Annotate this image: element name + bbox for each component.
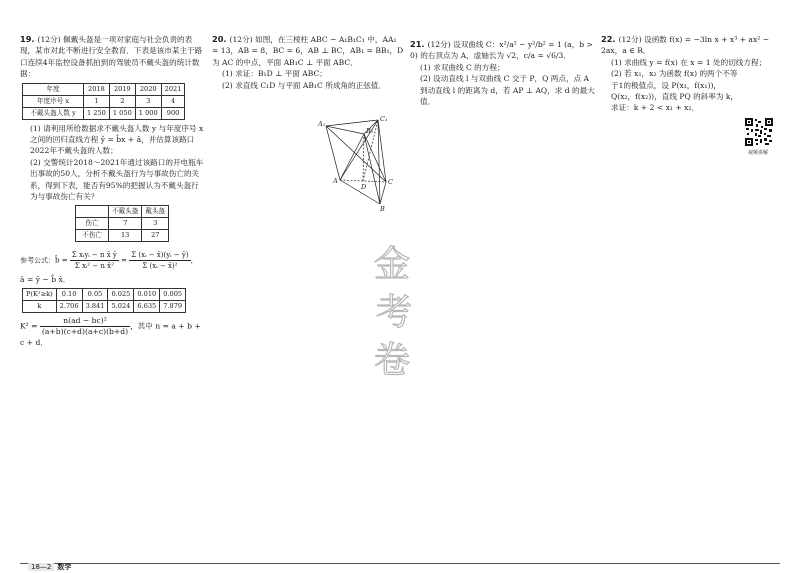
ref-label: 参考公式： (20, 256, 55, 265)
q22-stem-text: (12分) 设函数 f(x) = −3ln x + x³ + ax² − 2ax，a ∈ R． (601, 35, 770, 56)
table-cell: 1 (84, 95, 110, 107)
q19-data-table (22, 83, 185, 120)
equals-sign: = (121, 256, 127, 265)
q22-stem (601, 33, 781, 57)
table-row (23, 83, 185, 95)
table-cell: P(K²≥k) (23, 288, 57, 300)
table-row (23, 288, 186, 300)
numerator: Σ (xᵢ − x̄)(yᵢ − ȳ) (131, 251, 189, 260)
label-a1: A₁ (318, 120, 326, 128)
footer-divider (20, 563, 780, 564)
edge-a1c1 (326, 120, 378, 126)
q21-part-2: (2) 设动直线 l 与双曲线 C 交于 P，Q 两点，点 A 到动直线 l 的距离为 d，若 AP ⊥ AQ，求 d 的最大值． (420, 74, 595, 106)
q20-stem-text: (12分) 如图，在三棱柱 ABC − A₁B₁C₁ 中，AA₁ = 13，AB = 8，BC = 6，AB ⊥ BC，AB₁ = BB₁，D 为 AC 的中点，平面 AB₁C ⊥ 平面 ABC． (212, 35, 404, 67)
table-cell: 0.10 (56, 288, 82, 300)
page-footer (28, 563, 71, 572)
table-cell: 0.010 (134, 288, 160, 300)
q21-number: 21. (410, 39, 425, 49)
table-row (76, 206, 169, 218)
numerator: Σ xᵢyᵢ − n x̄ ȳ (71, 251, 117, 260)
table-row (23, 107, 185, 119)
question-20 (212, 33, 404, 91)
q19-number: 19. (20, 34, 35, 44)
edge-ab (340, 180, 380, 204)
q20-stem (212, 33, 404, 68)
table-cell: 6.635 (134, 300, 160, 312)
question-22 (601, 33, 781, 114)
table-row (76, 218, 169, 230)
table-cell: 2018 (84, 83, 110, 95)
table-cell: 0.005 (160, 288, 186, 300)
q20-part-2: (2) 求直线 C₁D 与平面 AB₁C 所成角的正弦值． (222, 80, 386, 90)
table-cell: 7.879 (160, 300, 186, 312)
table-cell: 2.706 (56, 300, 82, 312)
q21-stem-text: (12分) 设双曲线 C：x²/a² − y²/b² = 1 (a，b > 0) 的右顶点为 A，虚轴长为 √2，c/a = √6/3． (410, 40, 593, 61)
k2-label: K² = (20, 321, 38, 331)
watermark-char-3: 卷 (374, 340, 411, 381)
watermark-char-2: 考 (376, 292, 413, 333)
q20-part-1: (1) 求证：B₁D ⊥ 平面 ABC； (222, 69, 327, 79)
qr-caption: 视频讲解 (748, 150, 769, 156)
table-cell: 900 (161, 107, 185, 119)
fraction (70, 250, 119, 271)
fraction (40, 316, 130, 337)
table-cell: 2019 (109, 83, 135, 95)
table-cell: 7 (109, 218, 142, 230)
q19-stem-text: (12分) 佩戴头盔是一项对家庭与社会负责的表现，某市对此不断进行安全教育．下表是该市某主干路口连续4年监控设备抓拍到的驾驶员不戴头盔的统计数据： (20, 35, 203, 79)
q19-stem (20, 33, 204, 80)
edge-a1b1 (326, 126, 364, 134)
table-cell: 1 000 (135, 107, 161, 119)
label-c: C (388, 178, 393, 186)
prism-diagram (318, 112, 400, 212)
table-cell: 2020 (135, 83, 161, 95)
subject-label: 数学 (57, 563, 72, 571)
watermark-stamp (368, 236, 418, 386)
table-cell: 年度序号 x (23, 95, 84, 107)
table-cell: 不戴头盔 (109, 206, 142, 218)
page-number: 18—2 (28, 563, 54, 571)
q19-part-1: (1) 请利用所给数据求不戴头盔人数 y 与年度序号 x 之间的回归直线方程 ŷ = b̂x + â，并估算该路口2022年不戴头盔的人数； (30, 123, 204, 156)
edge-a1a (326, 126, 340, 180)
denominator: (a+b)(c+d)(a+c)(b+d) (41, 326, 129, 336)
k2-tail: ，其中 n = a + b + c + d． (20, 321, 201, 347)
table-cell: 5.024 (108, 300, 134, 312)
table-cell: 2 (109, 95, 135, 107)
table-row (23, 300, 186, 312)
edge-ab1 (340, 134, 364, 180)
q19-k2-formula (20, 316, 204, 348)
table-cell: 年度 (23, 83, 84, 95)
label-b: B (380, 205, 385, 212)
q19-contingency-table (75, 205, 169, 242)
q22-part-1: (1) 求曲线 y = f(x) 在 x = 1 处的切线方程； (611, 57, 767, 67)
table-cell: 0.025 (108, 288, 134, 300)
table-row (23, 95, 185, 107)
q20-number: 20. (212, 34, 227, 44)
table-cell: 27 (142, 230, 169, 242)
label-d: D (361, 183, 367, 191)
table-cell: 3 (142, 218, 169, 230)
qr-code-icon[interactable] (744, 117, 774, 147)
edge-bc (380, 182, 386, 204)
q19-reference-formula (20, 250, 204, 271)
numerator: n(ad − bc)² (40, 316, 130, 327)
label-b1: B₁ (366, 127, 374, 135)
q22-part-2: (2) 若 x₁，x₂ 为函数 f(x) 的两个不等于1的极值点，设 P(x₁，f(x₁))，Q(x₂，f(x₂))，直线 PQ 的斜率为 k，求证：k + 2 < x₁ + x₂． (611, 69, 739, 113)
table-cell: 0.05 (82, 288, 108, 300)
table-cell: 不戴头盔人数 y (23, 107, 84, 119)
table-cell: 3.841 (82, 300, 108, 312)
fraction (129, 250, 190, 271)
edge-b1d-hidden (363, 134, 364, 181)
q22-number: 22. (601, 34, 616, 44)
denominator: Σ xᵢ² − n x̄² (74, 262, 114, 271)
table-cell: 13 (109, 230, 142, 242)
q19-part-2: (2) 交警统计2018～2021年通过该路口的开电瓶车出事故的50人，分析不戴头盔行为与事故伤亡的关系，得到下表，能否有95%的把握认为不戴头盔行为与事故伤亡有关？ (30, 157, 204, 201)
table-cell: 伤亡 (76, 218, 109, 230)
table-cell: 4 (161, 95, 185, 107)
table-cell (76, 206, 109, 218)
b-hat-label: b̂ = (55, 256, 68, 265)
label-a: A (333, 177, 338, 185)
comma: ， (190, 256, 198, 265)
edge-a1c (326, 126, 386, 182)
q21-part-1: (1) 求双曲线 C 的方程； (420, 62, 505, 72)
table-row (76, 230, 169, 242)
q19-a-hat: â = ȳ − b̂ x̄． (20, 275, 71, 285)
table-cell: 1 250 (84, 107, 110, 119)
q19-critical-value-table (22, 288, 186, 313)
label-c1: C₁ (380, 115, 388, 123)
question-21 (410, 38, 596, 107)
denominator: Σ (xᵢ − x̄)² (142, 262, 178, 271)
table-cell: 戴头盔 (142, 206, 169, 218)
question-19 (20, 33, 204, 348)
table-cell: 2021 (161, 83, 185, 95)
table-cell: 3 (135, 95, 161, 107)
table-cell: 不伤亡 (76, 230, 109, 242)
table-cell: 1 050 (109, 107, 135, 119)
watermark-char-1: 金 (374, 244, 411, 285)
q21-stem (410, 38, 596, 62)
table-cell: k (23, 300, 57, 312)
